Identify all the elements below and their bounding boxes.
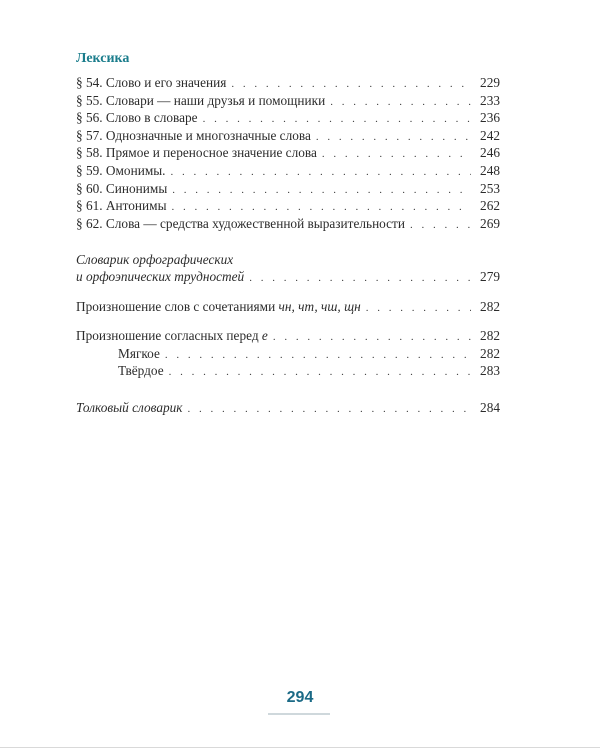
page-number: 294 [286,689,314,706]
toc-entry[interactable] [76,163,500,181]
toc-entry[interactable] [76,128,500,146]
toc-entry[interactable] [76,181,500,199]
page-number-underline [268,713,330,715]
toc-entry-page: 246 [480,145,500,161]
lexicon-list [76,75,500,233]
toc-entry-label: § 57. Однозначные и многозначные слова [76,127,311,143]
toc-entry-page: 253 [480,180,500,196]
toc-entry[interactable] [76,93,500,111]
toc-entry-page: 248 [480,162,500,178]
toc-entry-label: § 58. Прямое и переносное значение слова [76,145,317,161]
dot-leader [172,199,471,216]
consonants-page: 282 [480,328,500,344]
dictionary-label-line2: и орфоэпических трудностей [76,268,245,284]
pronunciation-label: Произношение слов с сочетаниями [76,298,276,314]
toc-entry[interactable] [76,145,500,163]
toc-entry[interactable] [76,110,500,128]
toc-entry-page: 242 [480,127,500,143]
pronunciation-entry[interactable] [76,299,500,317]
toc-entry-page: 269 [480,215,500,231]
dot-leader [410,217,471,234]
explanatory-page: 284 [480,399,500,415]
page-bottom-rule [0,747,600,748]
dot-leader [273,329,471,346]
toc-entry-label: § 55. Словари — наши друзья и помощники [76,92,326,108]
dot-leader [322,146,471,163]
consonants-letter: е [261,328,268,344]
consonants-hard-page: 283 [480,363,500,379]
pronunciation-combos: чн, чт, чш, щн [278,298,361,314]
toc-entry-label: § 61. Антонимы [76,198,167,214]
dictionary-entry[interactable] [76,252,500,286]
explanatory-label: Толковый словарик [76,399,183,415]
dot-leader [203,111,471,128]
dot-leader [330,94,471,111]
toc-entry-label: § 54. Слово и его значения [76,75,227,90]
table-of-contents [76,50,500,418]
dictionary-page: 279 [480,268,500,284]
consonants-hard-entry[interactable] [76,363,500,381]
dot-leader [249,270,471,287]
toc-entry[interactable] [76,75,500,93]
toc-entry-page: 233 [480,92,500,108]
dot-leader [172,182,471,199]
toc-entry[interactable] [76,198,500,216]
consonants-soft-entry[interactable] [76,346,500,364]
toc-entry-label: § 56. Слово в словаре [76,110,198,126]
dot-leader [188,401,472,418]
toc-entry-label: § 62. Слова — средства художественной выразительности [76,215,405,231]
dot-leader [165,347,471,364]
dot-leader [231,76,471,93]
toc-entry-page: 262 [480,198,500,214]
toc-entry-label: § 60. Синонимы [76,180,168,196]
consonants-soft-label: Мягкое [118,345,160,361]
toc-entry-label: § 59. Омонимы. [76,162,166,178]
dot-leader [366,300,471,317]
toc-entry-page: 236 [480,110,500,126]
dot-leader [316,129,471,146]
dictionary-label-line1: Словарик орфографических [76,252,234,268]
dot-leader [169,364,471,381]
consonants-label: Произношение согласных перед [76,328,259,344]
toc-entry-page: 229 [480,75,500,90]
consonants-entry[interactable] [76,328,500,346]
dot-leader [171,164,472,181]
consonants-hard-label: Твёрдое [118,363,164,379]
section-title: Лексика [76,51,130,66]
explanatory-entry[interactable] [76,400,500,418]
pronunciation-page: 282 [480,298,500,314]
toc-entry[interactable] [76,216,500,234]
consonants-soft-page: 282 [480,345,500,361]
